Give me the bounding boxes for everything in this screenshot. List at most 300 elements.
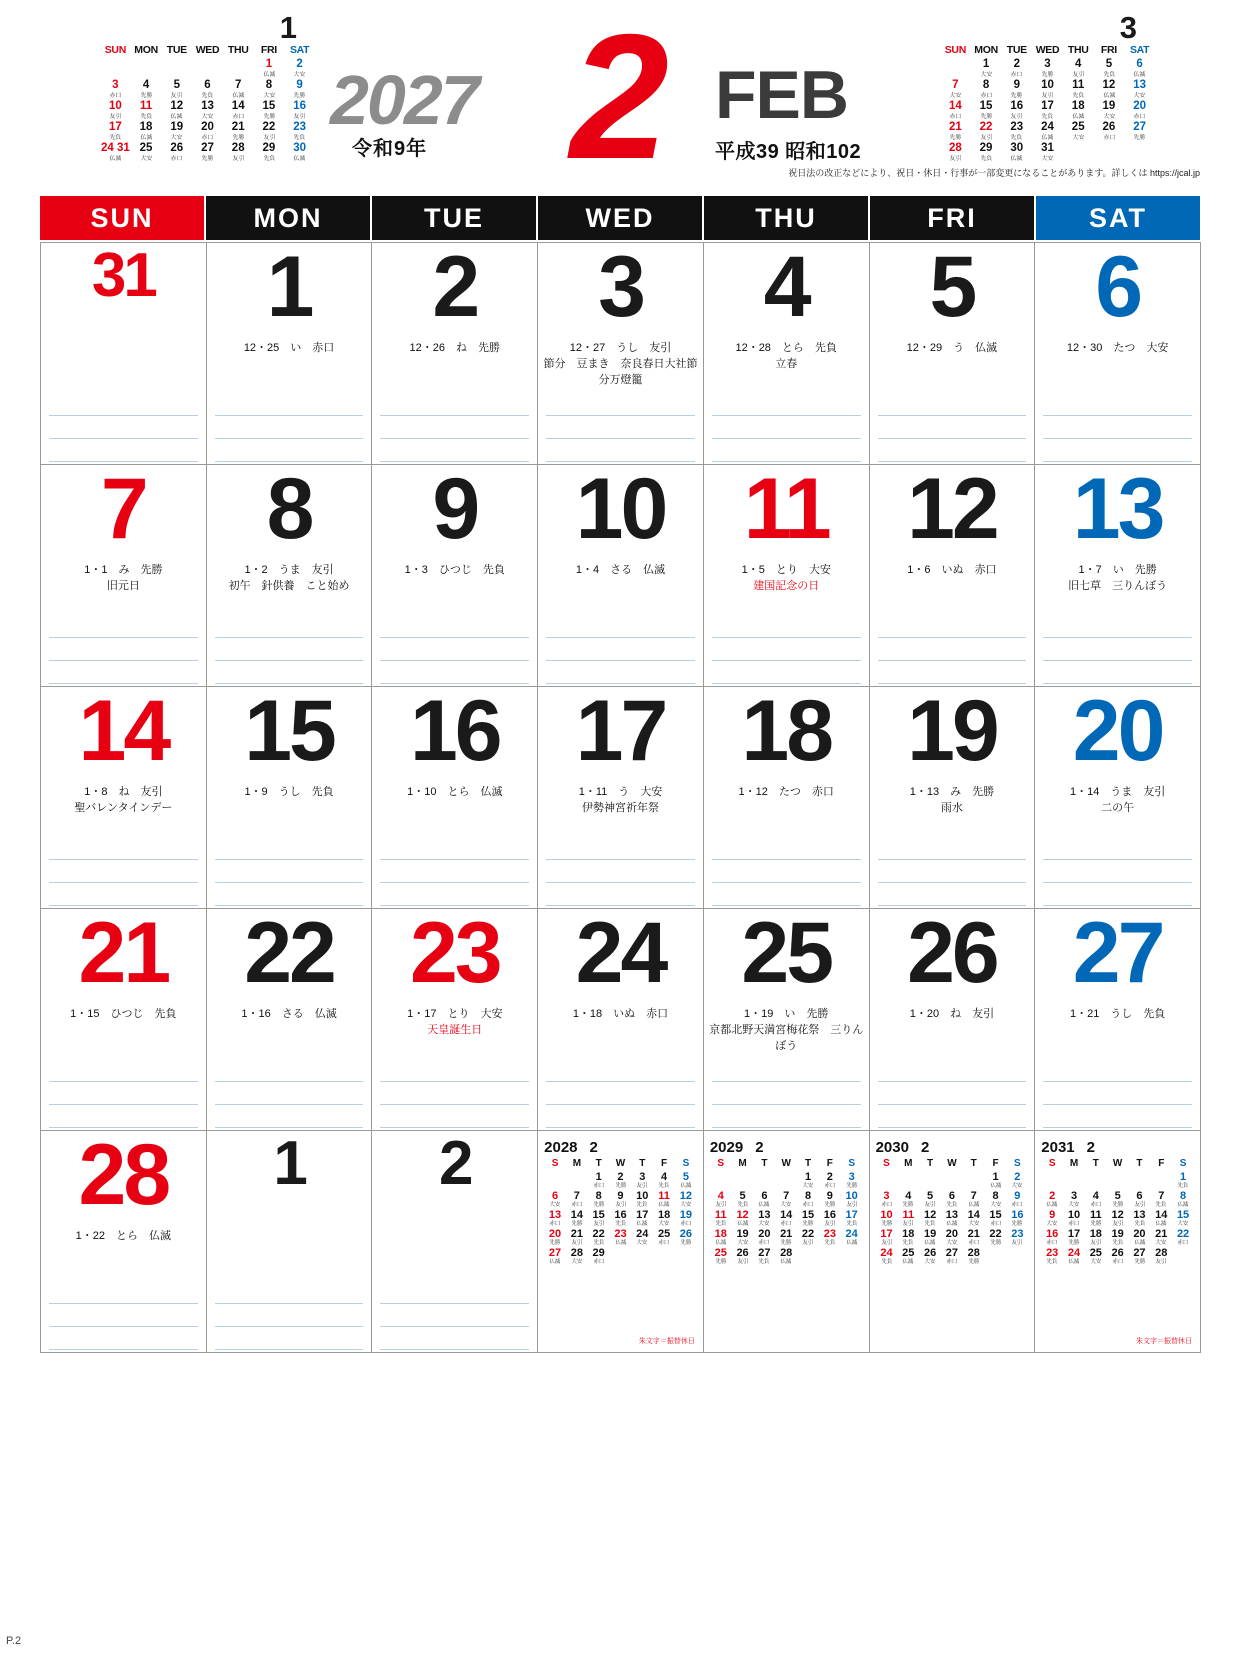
note-lines[interactable] <box>546 615 695 687</box>
future-year-day: 15 友引 <box>592 1209 605 1227</box>
day-number: 14 <box>78 687 169 779</box>
note-lines[interactable] <box>215 393 364 465</box>
note-line[interactable] <box>380 860 529 883</box>
note-lines[interactable] <box>380 1281 529 1353</box>
day-event: 京都北野天満宮梅花祭 三りんぼう <box>709 1023 864 1052</box>
note-line[interactable] <box>1043 860 1192 883</box>
day-cell[interactable] <box>538 465 704 687</box>
future-year-weekday: S <box>682 1158 690 1169</box>
note-line[interactable] <box>215 1105 364 1128</box>
note-line[interactable] <box>712 1105 861 1128</box>
day-number: 26 <box>907 909 997 1001</box>
weekday-header-tue: TUE <box>372 196 536 240</box>
day-annotations <box>704 785 869 801</box>
note-lines[interactable] <box>1043 393 1192 465</box>
note-line[interactable] <box>380 883 529 906</box>
future-year-day: 17 仏滅 <box>636 1209 649 1227</box>
future-year-day <box>897 1170 919 1189</box>
day-number: 7 <box>100 465 146 557</box>
future-year-weekday: T <box>639 1158 646 1169</box>
future-year-day: 11 仏滅 <box>658 1190 670 1208</box>
mini-prev-day: 23 先負 <box>293 121 307 141</box>
note-line[interactable] <box>1043 837 1192 860</box>
future-year-day: 5 仏滅 <box>680 1171 692 1189</box>
note-line[interactable] <box>546 661 695 684</box>
future-year-weekday: F <box>992 1158 999 1169</box>
note-line[interactable] <box>49 1304 198 1327</box>
future-year-day: 26 大安 <box>923 1247 937 1266</box>
mini-prev-day: 22 友引 <box>262 121 276 141</box>
future-year-weekday: W <box>781 1158 791 1169</box>
note-line[interactable] <box>215 860 364 883</box>
mini-prev-day: 16 友引 <box>293 100 307 120</box>
note-lines[interactable] <box>380 393 529 465</box>
note-line[interactable] <box>49 1082 198 1105</box>
note-lines[interactable] <box>49 1281 198 1353</box>
day-cell[interactable] <box>372 909 538 1131</box>
note-line[interactable] <box>49 439 198 462</box>
day-number: 21 <box>78 909 169 1001</box>
day-cell[interactable] <box>870 465 1036 687</box>
day-number: 28 <box>78 1131 169 1223</box>
future-year-day: 26 友引 <box>736 1247 749 1266</box>
day-cell[interactable] <box>372 1131 538 1353</box>
future-year-day: 7 赤口 <box>571 1190 583 1208</box>
future-year-day: 13 先負 <box>1133 1209 1146 1227</box>
substitute-holiday-note: 朱文字＝振替休日 <box>1135 1338 1192 1345</box>
future-year-day: 2 赤口 <box>824 1171 836 1189</box>
note-line[interactable] <box>546 837 695 860</box>
day-cell[interactable] <box>1035 687 1201 909</box>
day-annotations <box>538 563 703 579</box>
note-line[interactable] <box>215 883 364 906</box>
note-line[interactable] <box>49 638 198 661</box>
future-year-day: 27 赤口 <box>945 1247 959 1266</box>
day-annotations <box>372 785 537 801</box>
day-cell[interactable] <box>1035 465 1201 687</box>
note-line[interactable] <box>49 860 198 883</box>
day-cell[interactable] <box>870 243 1036 465</box>
day-event: 聖バレンタインデー <box>74 801 173 814</box>
future-year-month: 2 <box>755 1139 764 1156</box>
note-lines[interactable] <box>878 615 1027 687</box>
note-line[interactable] <box>546 439 695 462</box>
future-year-day: 14 大安 <box>967 1209 980 1227</box>
future-year-weekday: S <box>1014 1158 1021 1169</box>
note-line[interactable] <box>215 1082 364 1105</box>
note-line[interactable] <box>712 1059 861 1082</box>
note-line[interactable] <box>380 393 529 416</box>
note-lines[interactable] <box>49 393 198 465</box>
future-year-day: 9 友引 <box>615 1190 626 1208</box>
note-line[interactable] <box>380 1304 529 1327</box>
note-line[interactable] <box>215 1304 364 1327</box>
note-line[interactable] <box>215 393 364 416</box>
future-year-day: 25 仏滅 <box>902 1247 915 1266</box>
note-line[interactable] <box>49 1350 198 1353</box>
future-year-day: 12 大安 <box>679 1190 693 1208</box>
note-line[interactable] <box>49 1105 198 1128</box>
future-year-weekday: M <box>904 1158 913 1169</box>
future-year-day <box>775 1170 797 1189</box>
note-line[interactable] <box>380 661 529 684</box>
mini-prev-day: 26 赤口 <box>170 142 184 162</box>
day-annotations <box>41 1007 206 1023</box>
note-line[interactable] <box>1043 393 1192 416</box>
day-number: 15 <box>244 687 334 779</box>
future-year-day <box>941 1170 963 1189</box>
mini-prev-day: 20 赤口 <box>201 121 214 141</box>
note-line[interactable] <box>712 439 861 462</box>
note-line[interactable] <box>546 883 695 906</box>
day-annotations <box>41 563 206 595</box>
future-year-day <box>653 1246 675 1265</box>
note-line[interactable] <box>380 638 529 661</box>
mini-prev-day: 12 仏滅 <box>170 100 184 120</box>
note-line[interactable] <box>380 1350 529 1353</box>
note-lines[interactable] <box>1043 837 1192 909</box>
note-line[interactable] <box>878 416 1027 439</box>
future-year-day: 7 仏滅 <box>968 1190 980 1208</box>
note-line[interactable] <box>380 1105 529 1128</box>
day-cell[interactable] <box>704 909 870 1131</box>
future-year-day: 20 先勝 <box>548 1228 562 1247</box>
note-lines[interactable] <box>712 393 861 465</box>
day-cell[interactable] <box>1035 909 1201 1131</box>
future-year-grid <box>544 1158 697 1265</box>
note-lines[interactable] <box>712 837 861 909</box>
note-line[interactable] <box>1043 638 1192 661</box>
note-line[interactable] <box>49 837 198 860</box>
mini-prev-day: 30 仏滅 <box>293 142 307 162</box>
note-line[interactable] <box>712 615 861 638</box>
note-line[interactable] <box>215 416 364 439</box>
future-year-day: 9 先勝 <box>824 1190 836 1208</box>
day-number: 5 <box>929 243 975 335</box>
note-line[interactable] <box>215 439 364 462</box>
note-lines[interactable] <box>546 837 695 909</box>
day-cell[interactable] <box>538 909 704 1131</box>
note-lines[interactable] <box>49 837 198 909</box>
note-line[interactable] <box>546 615 695 638</box>
future-year-month: 2 <box>589 1139 598 1156</box>
note-line[interactable] <box>49 883 198 906</box>
day-annotations <box>207 785 372 801</box>
day-rokuyo: 12・26 ね 先勝 <box>409 342 501 354</box>
future-year-day: 15 先勝 <box>801 1209 815 1227</box>
day-cell[interactable] <box>704 243 870 465</box>
note-line[interactable] <box>712 1082 861 1105</box>
day-cell[interactable] <box>372 243 538 465</box>
future-year-day <box>753 1170 775 1189</box>
note-line[interactable] <box>1043 615 1192 638</box>
day-cell[interactable] <box>41 465 207 687</box>
note-line[interactable] <box>712 860 861 883</box>
day-cell[interactable] <box>870 909 1036 1131</box>
future-year-day: 6 友引 <box>1134 1190 1145 1208</box>
future-year-day: 15 大安 <box>1176 1209 1190 1227</box>
mini-next-day: 13 大安 <box>1133 79 1147 99</box>
weekday-header-fri: FRI <box>870 196 1034 240</box>
note-line[interactable] <box>878 439 1027 462</box>
note-line[interactable] <box>546 1082 695 1105</box>
future-year-day: 4 先勝 <box>902 1190 914 1208</box>
future-year-weekday: W <box>615 1158 626 1169</box>
note-lines[interactable] <box>546 393 695 465</box>
note-lines[interactable] <box>1043 1059 1192 1131</box>
day-event: 旧元日 <box>106 579 140 592</box>
note-lines[interactable] <box>546 1059 695 1131</box>
note-line[interactable] <box>380 1082 529 1105</box>
note-line[interactable] <box>380 439 529 462</box>
note-line[interactable] <box>546 860 695 883</box>
day-number: 17 <box>575 687 666 779</box>
mini-prev-day: 14 赤口 <box>231 100 245 120</box>
day-cell[interactable] <box>372 687 538 909</box>
note-line[interactable] <box>1043 416 1192 439</box>
mini-next-day: 31 大安 <box>1041 142 1054 162</box>
mini-next-day <box>1124 142 1155 163</box>
mini-prev-day: 24 31 仏滅 <box>100 142 130 162</box>
note-line[interactable] <box>215 837 364 860</box>
future-year-day: 13 大安 <box>758 1209 771 1227</box>
future-year-weekday: T <box>970 1158 977 1169</box>
note-lines[interactable] <box>878 393 1027 465</box>
note-line[interactable] <box>49 416 198 439</box>
future-year-day <box>876 1170 898 1189</box>
note-line[interactable] <box>878 393 1027 416</box>
note-line[interactable] <box>546 416 695 439</box>
note-line[interactable] <box>380 837 529 860</box>
future-year-day: 23 先負 <box>823 1228 836 1247</box>
mini-next-day: 6 仏滅 <box>1133 58 1146 78</box>
note-lines[interactable] <box>49 615 198 687</box>
mini-prev-day: 10 友引 <box>108 100 122 120</box>
note-line[interactable] <box>1043 661 1192 684</box>
day-cell[interactable] <box>870 687 1036 909</box>
future-year-day <box>841 1246 863 1265</box>
mini-next-day: 2 赤口 <box>1010 58 1023 78</box>
day-cell[interactable] <box>207 465 373 687</box>
future-year-label: 2028 <box>544 1139 578 1156</box>
note-line[interactable] <box>546 1105 695 1128</box>
day-number: 6 <box>1095 243 1141 335</box>
day-cell[interactable] <box>41 1131 207 1353</box>
note-line[interactable] <box>878 883 1027 906</box>
day-annotations <box>870 785 1035 817</box>
note-lines[interactable] <box>215 615 364 687</box>
future-year-day: 27 先負 <box>758 1247 771 1266</box>
note-line[interactable] <box>546 638 695 661</box>
note-lines[interactable] <box>380 1059 529 1131</box>
note-line[interactable] <box>878 661 1027 684</box>
day-cell[interactable] <box>704 465 870 687</box>
day-cell[interactable] <box>41 909 207 1131</box>
future-year-weekday: T <box>804 1158 812 1169</box>
note-lines[interactable] <box>712 1059 861 1131</box>
future-year-day <box>710 1170 732 1189</box>
future-year-day: 22 友引 <box>801 1228 815 1247</box>
note-line[interactable] <box>878 1082 1027 1105</box>
day-cell[interactable] <box>41 243 207 465</box>
mini-next-day: 9 先勝 <box>1010 79 1023 99</box>
future-year-day <box>797 1246 819 1265</box>
day-cell[interactable] <box>1035 243 1201 465</box>
note-line[interactable] <box>712 393 861 416</box>
future-year-day: 2 先勝 <box>615 1171 626 1189</box>
note-line[interactable] <box>215 615 364 638</box>
note-lines[interactable] <box>215 837 364 909</box>
future-year-day: 28 友引 <box>1155 1247 1168 1266</box>
note-line[interactable] <box>49 615 198 638</box>
note-line[interactable] <box>380 1327 529 1350</box>
day-cell[interactable] <box>207 1131 373 1353</box>
mini-prev-weekday: WED <box>195 43 220 56</box>
mini-prev-weekday: THU <box>227 43 249 56</box>
day-number: 11 <box>743 465 829 557</box>
note-line[interactable] <box>215 1350 364 1353</box>
day-number: 24 <box>575 909 666 1001</box>
future-year-header <box>710 1139 863 1156</box>
day-number: 8 <box>266 465 312 557</box>
mini-next-day: 18 仏滅 <box>1071 100 1085 120</box>
note-line[interactable] <box>712 638 861 661</box>
future-year-day: 16 先負 <box>614 1209 627 1227</box>
day-rokuyo: 1・15 ひつじ 先負 <box>70 1008 177 1020</box>
note-line[interactable] <box>878 837 1027 860</box>
note-line[interactable] <box>712 883 861 906</box>
note-line[interactable] <box>1043 1082 1192 1105</box>
note-lines[interactable] <box>1043 615 1192 687</box>
future-year-month: 2 <box>920 1139 930 1156</box>
mini-next-day: 29 先負 <box>979 142 993 162</box>
note-line[interactable] <box>215 638 364 661</box>
note-lines[interactable] <box>712 615 861 687</box>
mini-next-day: 4 友引 <box>1072 58 1085 78</box>
future-year-cell <box>538 1131 704 1353</box>
future-year-weekday: S <box>848 1158 855 1169</box>
mini-next-month-label: 3 <box>1119 10 1137 45</box>
note-line[interactable] <box>49 661 198 684</box>
day-cell[interactable] <box>207 909 373 1131</box>
future-year-day: 18 仏滅 <box>714 1228 727 1247</box>
future-year-weekday: T <box>1092 1158 1099 1169</box>
day-annotations <box>207 1007 372 1023</box>
note-line[interactable] <box>546 393 695 416</box>
note-line[interactable] <box>215 1327 364 1350</box>
day-rokuyo: 1・4 さる 仏滅 <box>575 564 666 576</box>
note-line[interactable] <box>1043 439 1192 462</box>
mini-next-day: 30 仏滅 <box>1010 142 1024 162</box>
note-line[interactable] <box>1043 1105 1192 1128</box>
day-rokuyo: 12・30 たつ 大安 <box>1066 342 1169 354</box>
mini-prev-day: 19 大安 <box>170 121 184 141</box>
future-year-day: 13 赤口 <box>548 1209 562 1227</box>
note-line[interactable] <box>712 661 861 684</box>
future-year-day <box>1172 1246 1194 1265</box>
day-cell[interactable] <box>207 687 373 909</box>
month-english: FEB <box>715 57 848 133</box>
mini-next-day: 10 友引 <box>1041 79 1054 99</box>
future-year-weekday: W <box>1112 1158 1123 1169</box>
day-cell[interactable] <box>704 687 870 909</box>
day-event: 雨水 <box>940 801 963 814</box>
day-cell[interactable] <box>538 243 704 465</box>
future-year-weekday: M <box>1069 1158 1079 1169</box>
future-year-day <box>610 1246 632 1265</box>
future-year-day: 10 友引 <box>845 1190 858 1208</box>
note-line[interactable] <box>878 1059 1027 1082</box>
day-cell[interactable] <box>207 243 373 465</box>
note-line[interactable] <box>712 416 861 439</box>
note-line[interactable] <box>546 1059 695 1082</box>
note-line[interactable] <box>878 860 1027 883</box>
weekday-header-sat: SAT <box>1036 196 1200 240</box>
note-line[interactable] <box>380 1059 529 1082</box>
note-line[interactable] <box>49 393 198 416</box>
mini-prev-weekday: SUN <box>104 43 126 56</box>
mini-next-day: 25 大安 <box>1071 121 1085 141</box>
day-cell[interactable] <box>538 687 704 909</box>
note-line[interactable] <box>380 615 529 638</box>
future-year-day: 19 大安 <box>736 1228 749 1247</box>
day-rokuyo: 12・25 い 赤口 <box>243 342 335 354</box>
note-line[interactable] <box>49 1327 198 1350</box>
holiday-law-note: 祝日法の改正などにより、祝日・休日・行事が一部変更になることがあります。詳しくは https://jcal.jp <box>788 168 1200 178</box>
future-year-day: 24 仏滅 <box>845 1228 858 1247</box>
day-number: 23 <box>409 909 500 1001</box>
note-lines[interactable] <box>380 837 529 909</box>
note-line[interactable] <box>878 615 1027 638</box>
note-lines[interactable] <box>878 1059 1027 1131</box>
note-line[interactable] <box>878 1105 1027 1128</box>
future-year-day: 27 先勝 <box>1133 1247 1146 1266</box>
note-line[interactable] <box>380 416 529 439</box>
note-line[interactable] <box>49 1059 198 1082</box>
mini-next-day: 1 大安 <box>980 58 992 78</box>
note-lines[interactable] <box>215 1281 364 1353</box>
note-line[interactable] <box>380 1281 529 1304</box>
note-lines[interactable] <box>215 1059 364 1131</box>
future-year-header <box>1041 1139 1194 1156</box>
note-line[interactable] <box>1043 883 1192 906</box>
future-year-day: 28 仏滅 <box>780 1247 793 1266</box>
note-line[interactable] <box>215 1281 364 1304</box>
future-year-day: 19 先負 <box>1111 1228 1124 1247</box>
note-line[interactable] <box>215 661 364 684</box>
note-lines[interactable] <box>878 837 1027 909</box>
mini-prev-day <box>192 58 223 79</box>
future-year-day: 11 友引 <box>902 1209 915 1227</box>
note-lines[interactable] <box>49 1059 198 1131</box>
note-line[interactable] <box>878 638 1027 661</box>
mini-prev-day: 17 先負 <box>108 121 122 141</box>
note-line[interactable] <box>1043 1059 1192 1082</box>
day-cell[interactable] <box>372 465 538 687</box>
day-cell[interactable] <box>41 687 207 909</box>
note-line[interactable] <box>49 1281 198 1304</box>
note-line[interactable] <box>712 837 861 860</box>
future-year-day: 20 赤口 <box>758 1228 771 1247</box>
day-annotations <box>870 341 1035 357</box>
day-number: 1 <box>273 1131 305 1198</box>
future-year-day: 28 先勝 <box>967 1247 980 1266</box>
future-year-day: 3 友引 <box>636 1171 648 1189</box>
future-year-label: 2030 <box>875 1139 909 1156</box>
note-lines[interactable] <box>380 615 529 687</box>
note-line[interactable] <box>215 1059 364 1082</box>
future-year-day: 17 先負 <box>845 1209 858 1227</box>
